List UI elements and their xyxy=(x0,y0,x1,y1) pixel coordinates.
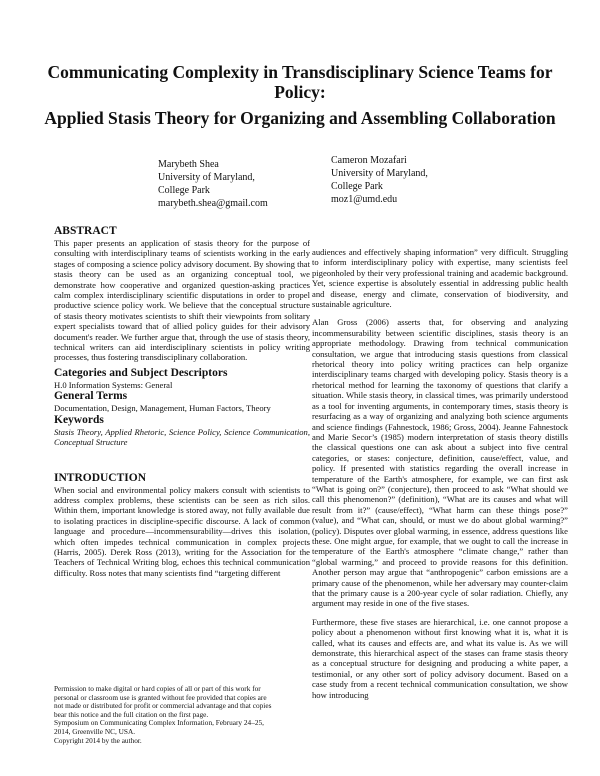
left-column xyxy=(54,225,310,578)
categories-heading: Categories and Subject Descriptors xyxy=(54,366,228,379)
author-block-2 xyxy=(331,154,428,206)
author-affiliation: University of Maryland, xyxy=(331,168,428,179)
author-email: moz1@umd.edu xyxy=(331,194,398,205)
introduction-heading: INTRODUCTION xyxy=(54,471,147,484)
author-block-1 xyxy=(158,158,268,210)
paper-subtitle: Applied Stasis Theory for Organizing and Assembling Collaboration xyxy=(44,108,556,128)
footnote-line: Symposium on Communicating Complex Information, February 24–25, xyxy=(54,718,264,728)
general-terms-text: Documentation, Design, Management, Human Factors, Theory xyxy=(54,403,271,414)
footnote-line: not made or distributed for profit or commercial advantage and that copies xyxy=(54,701,272,711)
copyright-footnote xyxy=(54,685,310,745)
footnote-line: Permission to make digital or hard copies of all or part of this work for xyxy=(54,684,261,693)
keywords-heading: Keywords xyxy=(54,413,104,426)
paper-title: Communicating Complexity in Transdisciplinary Science Teams for Policy: xyxy=(47,62,553,102)
body-paragraph: audiences and effectively shaping information” very difficult. Struggling to inform interdisciplinary policy with expertise, many scientists feel pigeonholed by their very professional training and academic background. Yet, science expertise is absolutely essential in addressing public health and disease, energy and climate, conservation of biodiversity, and sustainable agriculture. xyxy=(312,247,568,310)
footnote-line: Copyright 2014 by the author. xyxy=(54,735,142,745)
author-name: Marybeth Shea xyxy=(158,159,219,170)
right-column xyxy=(312,247,568,700)
body-paragraph: Furthermore, these five stases are hierarchical, i.e. one cannot propose a policy about a phenomenon without first knowing what it is, what it is called, what its causes and effects are, and what its value is. As we will demonstrate, this hierarchical aspect of the stases can frame stasis theory as a conceptual structure for designing and producing a white paper, a testimonial, or any other sort of policy advisory document. Based on a case study from a recent technical communication consultation, we show how introducing xyxy=(312,616,568,700)
abstract-heading: ABSTRACT xyxy=(54,225,117,237)
author-email: marybeth.shea@gmail.com xyxy=(158,198,268,209)
author-affiliation-location: College Park xyxy=(331,181,383,192)
footnote-line: bear this notice and the full citation on the first page. xyxy=(54,709,209,719)
body-paragraph: Alan Gross (2006) asserts that, for observing and analyzing incommensurability between scientific disciplines, stasis theory is an appropriate methodology. Drawing from technical communication consultation, we argue that introducing stasis questions from classical rhetorical theory into policy writing practices can help organize interdisciplinary teams charged with developing policy. Stasis theory is a rhetorical method for learning the taxonomy of questions that clarify a situation. While stasis theory, in classical times, was primarily understood as a tool for inventing arguments, in contemporary times, stasis theory is resurfacing as a way of organizing and analyzing both science arguments and science findings (Fahnestock, 1986; Gross, 2004). Jeanne Fahnestock and Marie Secor’s (1985) modern interpretation of stasis theory distills the classical questions one can ask about a subject into five central categories, or stases: conjecture, definition, cause/effect, value, and policy. If presented with statistics regarding the overall increase in temperature of the Earth's atmosphere, for example, we can first ask “What is going on?” (conjecture), then proceed to ask “What should we call this phenomenon?” (definition), “What are its causes and what will result from it?” (cause/effect), “What harm can these things pose?” (value), and “What can, should, or must we do about global warming?” (policy). Disputes over global warming, in essence, address questions like these. One might argue, for example, that we ought to call the increase in temperature of the Earth's atmosphere “climate change,” rather than “global warming,” and proceed to provide reasons for this definition. Another person may argue that “anthropogenic” carbon emissions are a primary cause of the phenomenon, while her adversary may counter-claim that the primary cause is a 200-year cycle of solar radiation. Chiefly, any argument may reside in one of the five stases. xyxy=(312,317,568,609)
footnote-line: 2014, Greenville NC, USA. xyxy=(54,726,136,736)
general-terms-heading: General Terms xyxy=(54,390,128,403)
categories-text: H.0 Information Systems: General xyxy=(54,379,173,390)
author-affiliation-location: College Park xyxy=(158,185,210,196)
keywords-text: Stasis Theory, Applied Rhetoric, Science Policy, Science Communication, Conceptual Structure xyxy=(54,426,310,448)
footnote-line: personal or classroom use is granted without fee provided that copies are xyxy=(54,692,267,702)
abstract-text: This paper presents an application of stasis theory for the purpose of consulting with interdisciplinary teams of scientists working in the early stages of composing a science policy advisory document. By showing that stasis theory can be used as an organizing conceptual tool, we demonstrate how cooperative and organized question-asking practices calm complex interdisciplinary scientific disputations in order to propel productive science policy work. We believe that the conceptual structure of stasis theory motivates scientists to shift their viewpoints from solitary expert specialists toward that of allied policy guides for their advisory document's reader. We further argue that, through the use of stasis theory, technical writers can aid interdisciplinary scientists in policy writing processes, thus fostering transdisciplinary collaboration. xyxy=(54,238,310,363)
author-name: Cameron Mozafari xyxy=(331,155,407,166)
author-affiliation: University of Maryland, xyxy=(158,172,255,183)
introduction-text: When social and environmental policy makers consult with scientists to address complex problems, these scientists can be seen as rich silos. Within them, important knowledge is stored away, not fully available due to isolating practices in discipline-specific discourse. A lack of common language and procedure—incommensurability—drives this isolation, which often impedes technical communication in complex projects (Harris, 2005). Derek Ross (2013), writing for the Association for the Teachers of Technical Writing blog, echoes this technical communication difficulty. Ross notes that many scientists find “targeting different xyxy=(54,484,310,578)
